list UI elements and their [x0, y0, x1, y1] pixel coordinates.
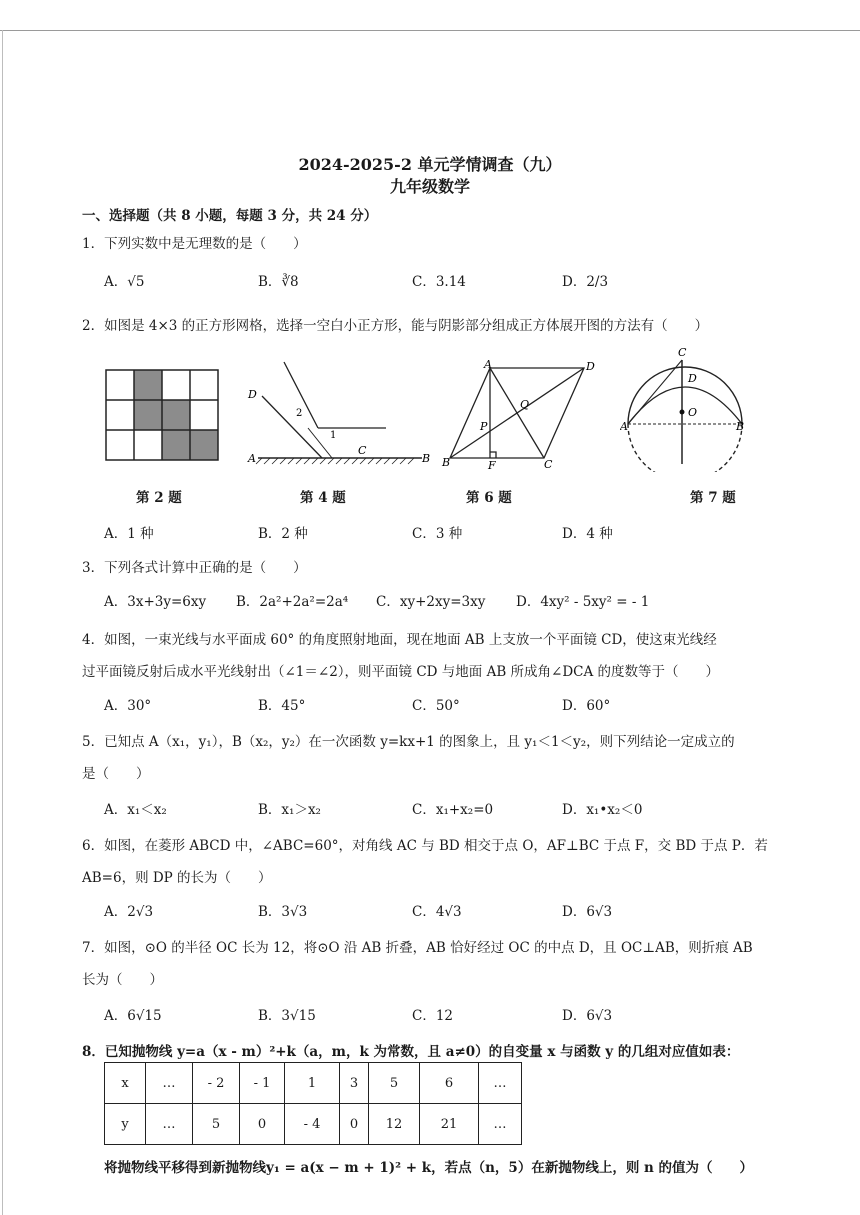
q4-stem-line2: 过平面镜反射后成水平光线射出（∠1＝∠2），则平面镜 CD 与地面 AB 所成角∠DCA 的度数等于（ ）	[82, 664, 720, 680]
q6-option-c: C．4√3	[412, 904, 462, 920]
q3-stem: 3．下列各式计算中正确的是（ ）	[82, 560, 307, 576]
angle-2-label: 2	[296, 408, 303, 419]
q3-option-b: B．2a²+2a²=2a⁴	[236, 594, 349, 610]
q3-option-c: C．xy+2xy=3xy	[376, 594, 486, 610]
caption-figure-4: 第 4 题	[300, 490, 346, 506]
q6-option-b: B．3√3	[258, 904, 308, 920]
mirror-cd	[262, 396, 322, 458]
table-cell: - 1	[240, 1063, 285, 1104]
label-b: B	[736, 420, 745, 433]
label-o: O	[688, 406, 698, 419]
q4-option-a: A．30°	[104, 698, 152, 714]
q2-option-a: A．1 种	[104, 526, 154, 542]
label-d: D	[688, 372, 697, 385]
q5-option-c: C．x₁+x₂=0	[412, 802, 494, 818]
q3-option-a: A．3x+3y=6xy	[104, 594, 207, 610]
shaded-cells	[134, 370, 218, 460]
table-row-x	[105, 1063, 522, 1104]
q6-option-d: D．6√3	[562, 904, 613, 920]
table-cell: x	[105, 1063, 146, 1104]
figure-7-circle	[620, 344, 750, 472]
q7-option-a: A．6√15	[104, 1008, 162, 1024]
page-left-border	[2, 30, 3, 1215]
table-cell: - 4	[285, 1104, 340, 1145]
table-cell: …	[479, 1104, 522, 1145]
q7-option-d: D．6√3	[562, 1008, 613, 1024]
table-cell: 0	[240, 1104, 285, 1145]
table-cell: 6	[420, 1063, 479, 1104]
table-row-y	[105, 1104, 522, 1145]
q1-option-b: B．∛8	[258, 274, 299, 290]
q8-value-table	[104, 1062, 522, 1145]
label-d: D	[248, 388, 257, 401]
table-cell: 0	[340, 1104, 369, 1145]
table-cell: …	[146, 1104, 193, 1145]
page-top-border	[0, 30, 860, 31]
q2-option-c: C．3 种	[412, 526, 463, 542]
q1-option-a: A．√5	[104, 274, 145, 290]
label-b: B	[442, 456, 451, 469]
q1-option-c: C．3.14	[412, 274, 466, 290]
label-a: A	[248, 452, 256, 465]
q8-tail: 将抛物线平移得到新抛物线y₁ = a(x − m + 1)² + k，若点（n，5）在新抛物线上，则 n 的值为（ ）	[104, 1160, 754, 1176]
table-cell: y	[105, 1104, 146, 1145]
q6-option-a: A．2√3	[104, 904, 154, 920]
q8-stem: 8．已知抛物线 y=a（x - m）²+k（a，m，k 为常数，且 a≠0）的自变量 x 与函数 y 的几组对应值如表：	[82, 1044, 740, 1060]
label-c: C	[358, 444, 367, 457]
q5-option-d: D．x₁•x₂＜0	[562, 802, 643, 818]
table-cell: 3	[340, 1063, 369, 1104]
table-cell: 12	[369, 1104, 420, 1145]
q3-option-d: D．4xy² - 5xy² = - 1	[516, 594, 650, 610]
q4-stem-line1: 4．如图，一束光线与水平面成 60° 的角度照射地面，现在地面 AB 上支放一个平面镜 CD，使这束光线经	[82, 632, 717, 648]
q2-option-d: D．4 种	[562, 526, 613, 542]
q6-stem-line1: 6．如图，在菱形 ABCD 中，∠ABC=60°，对角线 AC 与 BD 相交于点 O，AF⊥BC 于点 F，交 BD 于点 P．若	[82, 838, 768, 854]
label-d: D	[586, 360, 595, 373]
q1-option-d: D．2/3	[562, 274, 609, 290]
q1-stem: 1．下列实数中是无理数的是（ ）	[82, 236, 307, 252]
q5-option-a: A．x₁＜x₂	[104, 802, 167, 818]
caption-figure-7: 第 7 题	[690, 490, 736, 506]
label-b: B	[422, 452, 431, 465]
q6-stem-line2: AB=6，则 DP 的长为（ ）	[82, 870, 272, 886]
angle-1-label: 1	[330, 430, 337, 441]
exam-subtitle: 九年级数学	[389, 177, 470, 196]
q5-stem-line2: 是（ ）	[82, 766, 150, 782]
figure-2-grid	[104, 368, 224, 464]
q7-option-b: B．3√15	[258, 1008, 316, 1024]
caption-figure-6: 第 6 题	[466, 490, 512, 506]
q7-stem-line2: 长为（ ）	[82, 972, 163, 988]
caption-figure-2: 第 2 题	[136, 490, 182, 506]
q7-stem-line1: 7．如图，⊙O 的半径 OC 长为 12，将⊙O 沿 AB 折叠，AB 恰好经过 OC 的中点 D，且 OC⊥AB，则折痕 AB	[82, 940, 753, 956]
q5-stem-line1: 5．已知点 A（x₁，y₁），B（x₂，y₂）在一次函数 y=kx+1 的图象上，且 y₁＜1＜y₂，则下列结论一定成立的	[82, 734, 735, 750]
figure-6-rhombus	[440, 360, 610, 472]
table-cell: 5	[369, 1063, 420, 1104]
table-cell: 1	[285, 1063, 340, 1104]
q4-option-d: D．60°	[562, 698, 611, 714]
exam-title: 2024-2025-2 单元学情调查（九）	[298, 155, 562, 174]
table-cell: - 2	[193, 1063, 240, 1104]
table-cell: 5	[193, 1104, 240, 1145]
label-p: P	[480, 420, 488, 433]
label-c: C	[678, 346, 687, 359]
label-a: A	[620, 420, 628, 433]
section-heading: 一、选择题（共 8 小题，每题 3 分，共 24 分）	[82, 208, 378, 224]
q7-option-c: C．12	[412, 1008, 454, 1024]
q5-option-b: B．x₁＞x₂	[258, 802, 321, 818]
q4-option-c: C．50°	[412, 698, 460, 714]
q4-option-b: B．45°	[258, 698, 306, 714]
table-cell: …	[479, 1063, 522, 1104]
q2-stem: 2．如图是 4×3 的正方形网格，选择一空白小正方形，能与阴影部分组成正方体展开图的方法有（ ）	[82, 318, 709, 334]
figure-4-mirror	[244, 360, 434, 470]
q2-option-b: B．2 种	[258, 526, 308, 542]
table-cell: 21	[420, 1104, 479, 1145]
label-c: C	[544, 458, 553, 471]
label-a: A	[484, 360, 492, 371]
label-f: F	[488, 459, 496, 472]
label-q: Q	[520, 398, 530, 411]
table-cell: …	[146, 1063, 193, 1104]
